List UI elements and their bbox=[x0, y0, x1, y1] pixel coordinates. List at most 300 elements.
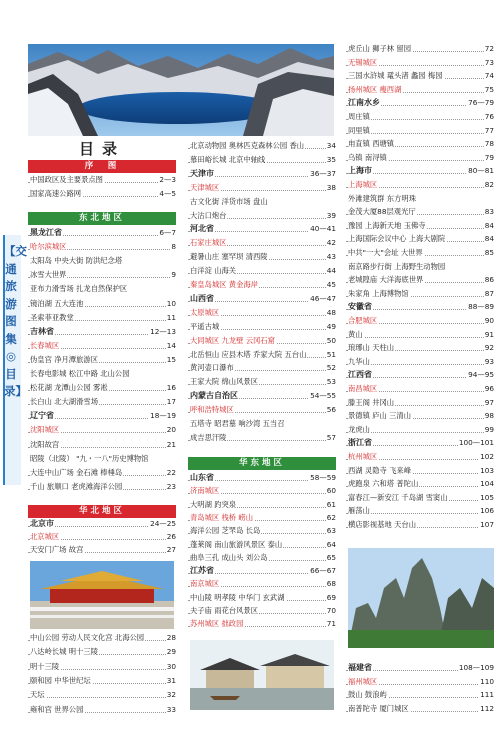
toc-entry-page: 88—89 bbox=[468, 302, 494, 312]
toc-entry-page: 52 bbox=[326, 363, 336, 373]
toc-entry-page: 72 bbox=[484, 44, 494, 53]
toc-entry-title: 千山 旅顺口 老虎滩海洋公园 bbox=[30, 481, 123, 491]
toc-entry-title: 中国政区及主要景点图 bbox=[30, 175, 103, 184]
toc-entry-page: 94—95 bbox=[468, 370, 494, 380]
toc-entry-page: 82 bbox=[484, 180, 494, 189]
toc-entry-title: 甪直镇 西塘镇 bbox=[348, 139, 395, 149]
toc-entry-title: 南普陀寺 厦门城区 bbox=[348, 703, 409, 713]
toc-entry-page: 20 bbox=[166, 425, 176, 435]
toc-entry-page: 44 bbox=[326, 266, 336, 276]
toc-entry[interactable] bbox=[346, 125, 494, 137]
toc-entry-title: 周庄镇 bbox=[348, 112, 370, 121]
toc-entry[interactable] bbox=[346, 397, 494, 409]
toc-entry-title: 山西省 bbox=[190, 293, 214, 303]
toc-entry-page: 27 bbox=[166, 545, 176, 554]
toc-entry-title: 鼓山 鼓浪屿 bbox=[348, 690, 387, 700]
toc-entry-page: 86 bbox=[484, 275, 494, 285]
toc-entry-title: 长春电影城 松江中路 北山公园 bbox=[30, 369, 130, 378]
toc-entry[interactable] bbox=[346, 288, 494, 300]
toc-entry-page: 12—13 bbox=[150, 326, 176, 336]
toc-entry[interactable] bbox=[346, 274, 494, 286]
toc-entry[interactable] bbox=[28, 326, 176, 338]
toc-entry[interactable] bbox=[28, 188, 176, 200]
toc-entry[interactable] bbox=[346, 689, 494, 701]
toc-entry[interactable] bbox=[188, 168, 336, 180]
toc-entry-title: 沈阳故宫 bbox=[30, 439, 60, 449]
toc-entry-page: 104 bbox=[480, 479, 494, 489]
toc-entry-title: 西湖 灵隐寺 飞来峰 bbox=[348, 465, 412, 475]
toc-entry-title: 夫子庙 雨花台风景区 bbox=[190, 606, 258, 615]
toc-entry-title: 长春城区 bbox=[30, 340, 60, 350]
toc-entry[interactable] bbox=[346, 43, 494, 55]
toc-entry-page: 53 bbox=[326, 377, 336, 387]
toc-entry-page: 110 bbox=[480, 676, 494, 686]
toc-entry[interactable] bbox=[28, 632, 176, 644]
toc-entry[interactable] bbox=[346, 152, 494, 164]
toc-entry-title: 王家大院 绵山风景区 bbox=[190, 377, 258, 387]
toc-entry-title: 青岛城区 栈桥 崂山 bbox=[190, 512, 254, 522]
toc-entry-title: 石家庄城区 bbox=[190, 238, 227, 248]
toc-entry[interactable] bbox=[346, 97, 494, 109]
toc-entry-title: 乌镇 南浔镇 bbox=[348, 152, 387, 162]
toc-entry-title: 成吉思汗陵 bbox=[190, 432, 227, 442]
toc-entry[interactable] bbox=[188, 552, 336, 564]
toc-entry[interactable] bbox=[188, 251, 336, 263]
toc-entry-page: 90 bbox=[484, 316, 494, 325]
toc-entry-page: 106 bbox=[480, 506, 494, 516]
toc-entry-title: 河北省 bbox=[190, 224, 214, 234]
toc-entry[interactable] bbox=[346, 369, 494, 381]
toc-entry[interactable] bbox=[28, 227, 176, 239]
toc-entry-page: 70 bbox=[326, 606, 336, 615]
toc-entry-title: 伪皇宫 净月潭旅游区 bbox=[30, 354, 98, 364]
toc-entry-page: 100—101 bbox=[458, 438, 494, 448]
toc-entry[interactable] bbox=[188, 307, 336, 319]
toc-entry-page: 11 bbox=[166, 312, 176, 322]
toc-entry-title: 龙虎山 bbox=[348, 424, 370, 434]
toc-entry-title: 山东省 bbox=[190, 473, 214, 482]
toc-entry-page: 34 bbox=[326, 141, 336, 150]
toc-entry-title: 九华山 bbox=[348, 356, 370, 366]
toc-entry-page: 6—7 bbox=[159, 228, 176, 237]
toc-entry-title: 哈尔滨城区 bbox=[30, 242, 67, 252]
toc-entry-title: 同里镇 bbox=[348, 125, 370, 135]
toc-entry-title: 苏州城区 拙政园 bbox=[190, 619, 244, 629]
toc-entry[interactable] bbox=[188, 605, 336, 617]
toc-entry-page: 32 bbox=[166, 690, 176, 700]
toc-entry[interactable] bbox=[346, 261, 494, 273]
toc-entry-title: 天津市 bbox=[190, 168, 214, 178]
toc-entry-page: 50 bbox=[326, 335, 336, 345]
toc-entry-page: 57 bbox=[326, 432, 336, 442]
toc-entry-page: 30 bbox=[166, 661, 176, 671]
toc-entry[interactable] bbox=[28, 410, 176, 422]
toc-entry[interactable] bbox=[28, 467, 176, 479]
toc-entry[interactable] bbox=[28, 368, 176, 380]
toc-entry[interactable] bbox=[346, 356, 494, 368]
toc-entry[interactable] bbox=[28, 439, 176, 451]
toc-entry[interactable] bbox=[188, 512, 336, 524]
toc-entry-page: 14 bbox=[166, 340, 176, 350]
toc-entry-page: 60 bbox=[326, 486, 336, 496]
toc-entry-page: 62 bbox=[326, 512, 336, 522]
toc-entry-page: 38 bbox=[326, 182, 336, 192]
toc-entry[interactable] bbox=[346, 505, 494, 517]
photo-karst-peaks bbox=[348, 548, 494, 648]
toc-entry-title: 富春江—新安江 千岛湖 雪窦山 bbox=[348, 492, 448, 502]
toc-entry-page: 23 bbox=[166, 481, 176, 491]
toc-entry-page: 93 bbox=[484, 356, 494, 366]
toc-entry[interactable] bbox=[346, 342, 494, 354]
toc-entry-page: 84 bbox=[484, 220, 494, 230]
toc-entry-page: 10 bbox=[166, 298, 176, 308]
toc-entry[interactable] bbox=[188, 485, 336, 497]
toc-entry-page: 103 bbox=[480, 465, 494, 475]
toc-entry[interactable] bbox=[346, 220, 494, 232]
toc-entry[interactable] bbox=[188, 390, 336, 402]
toc-entry[interactable] bbox=[188, 210, 336, 222]
toc-entry[interactable] bbox=[28, 340, 176, 352]
hero-photo-mountain-lake bbox=[28, 44, 334, 136]
toc-entry-title: 江南水乡 bbox=[348, 98, 380, 108]
toc-entry-title: 琅琊山 天柱山 bbox=[348, 343, 395, 353]
toc-entry-page: 63 bbox=[326, 526, 336, 536]
toc-entry-title: 上海城区 bbox=[348, 180, 378, 189]
toc-entry-title: 黄山 bbox=[348, 329, 363, 339]
section-band-east: 华东地区 bbox=[188, 457, 336, 470]
toc-entry[interactable] bbox=[28, 382, 176, 394]
toc-entry[interactable] bbox=[28, 312, 176, 324]
toc-entry-title: 曲阜三孔 成山头 刘公岛 bbox=[190, 552, 268, 562]
toc-entry-title: 太原城区 bbox=[190, 307, 220, 317]
toc-entry-title: 辽宁省 bbox=[30, 411, 54, 421]
toc-entry[interactable] bbox=[28, 531, 176, 543]
toc-entry-page: 18—19 bbox=[150, 411, 176, 421]
toc-entry-title: 江苏省 bbox=[190, 566, 214, 576]
toc-entry[interactable] bbox=[188, 349, 336, 361]
toc-entry[interactable] bbox=[346, 111, 494, 123]
toc-entry[interactable] bbox=[346, 451, 494, 463]
toc-entry[interactable] bbox=[346, 206, 494, 218]
toc-entry[interactable] bbox=[188, 362, 336, 374]
toc-entry-page: 76—79 bbox=[468, 98, 494, 108]
toc-entry-title: 福州城区 bbox=[348, 676, 378, 686]
photo-water-town bbox=[190, 640, 334, 710]
section-band-northeast: 东北地区 bbox=[28, 212, 176, 225]
toc-entry-title: 横店影视基地 天台山 bbox=[348, 520, 416, 529]
toc-entry-page: 68 bbox=[326, 579, 336, 589]
toc-entry[interactable] bbox=[28, 174, 176, 186]
toc-leader-dots bbox=[346, 337, 494, 338]
toc-entry[interactable] bbox=[188, 618, 336, 630]
toc-entry[interactable] bbox=[188, 432, 336, 444]
toc-entry-page: 56 bbox=[326, 405, 336, 415]
toc-entry-title: 八达岭长城 明十三陵 bbox=[30, 647, 98, 657]
toc-entry-page: 92 bbox=[484, 343, 494, 353]
toc-entry-page: 85 bbox=[484, 248, 494, 257]
toc-entry-title: 圣索菲亚教堂 bbox=[30, 312, 74, 322]
toc-entry-title: 亚布力滑雪场 扎龙自然保护区 bbox=[30, 284, 128, 294]
toc-entry-title: 景德镇 庐山 三清山 bbox=[348, 411, 412, 421]
toc-entry[interactable] bbox=[346, 424, 494, 436]
toc-entry-page: 78 bbox=[484, 139, 494, 149]
toc-entry[interactable] bbox=[346, 233, 494, 245]
toc-entry-title: 国家高速公路网 bbox=[30, 189, 82, 198]
toc-entry[interactable] bbox=[188, 182, 336, 194]
toc-entry[interactable] bbox=[346, 165, 494, 177]
toc-entry-title: 扬州城区 瘦西湖 bbox=[348, 84, 402, 94]
toc-entry-page: 112 bbox=[480, 703, 494, 713]
toc-entry[interactable] bbox=[28, 544, 176, 556]
toc-entry-title: 中山陵 明孝陵 中华门 玄武湖 bbox=[190, 592, 285, 602]
toc-entry-title: 北岳恒山 应县木塔 乔家大院 五台山 bbox=[190, 349, 307, 359]
toc-entry[interactable] bbox=[188, 539, 336, 551]
toc-entry-title: 上海国际会议中心 上海大剧院 bbox=[348, 234, 446, 244]
toc-entry-title: 吉林省 bbox=[30, 326, 54, 336]
toc-entry-title: 明十三陵 bbox=[30, 661, 60, 671]
toc-entry-title: 中共"一大"会址 大世界 bbox=[348, 248, 423, 257]
toc-entry-title: 避暑山庄 塞罕坝 清西陵 bbox=[190, 252, 268, 262]
toc-entry-page: 96 bbox=[484, 384, 494, 393]
toc-entry-page: 2—3 bbox=[159, 175, 176, 184]
toc-entry[interactable] bbox=[346, 662, 494, 674]
toc-entry[interactable] bbox=[346, 492, 494, 504]
toc-entry[interactable] bbox=[188, 418, 336, 430]
toc-entry-page: 8 bbox=[171, 242, 176, 252]
toc-entry-title: 合肥城区 bbox=[348, 316, 378, 325]
toc-entry-title: 黑龙江省 bbox=[30, 228, 62, 237]
toc-entry-title: 冰雪大世界 bbox=[30, 270, 67, 280]
toc-entry-page: 21 bbox=[166, 439, 176, 449]
toc-entry-page: 49 bbox=[326, 321, 336, 331]
toc-entry[interactable] bbox=[28, 298, 176, 310]
toc-entry[interactable] bbox=[346, 315, 494, 327]
toc-entry-page: 16 bbox=[166, 383, 176, 393]
toc-entry-page: 102 bbox=[480, 452, 494, 461]
toc-entry[interactable] bbox=[346, 676, 494, 688]
toc-entry[interactable] bbox=[188, 565, 336, 577]
toc-entry-page: 17 bbox=[166, 397, 176, 407]
toc-entry-page: 61 bbox=[326, 499, 336, 509]
toc-entry-page: 64 bbox=[326, 539, 336, 549]
toc-entry-page: 28 bbox=[166, 633, 176, 642]
toc-entry[interactable] bbox=[188, 321, 336, 333]
toc-entry[interactable] bbox=[188, 525, 336, 537]
toc-entry-title: 呼和浩特城区 bbox=[190, 405, 234, 415]
toc-entry-title: 镜泊湖 五大连池 bbox=[30, 298, 84, 308]
toc-entry-title: 长白山 北大湖滑雪场 bbox=[30, 397, 98, 407]
section-band-preface: 序 图 bbox=[28, 160, 176, 173]
toc-entry[interactable] bbox=[346, 57, 494, 69]
toc-entry[interactable] bbox=[28, 424, 176, 436]
toc-entry[interactable] bbox=[28, 255, 176, 267]
toc-entry-title: 秦皇岛城区 黄金海岸 bbox=[190, 280, 258, 289]
toc-entry-page: 79 bbox=[484, 152, 494, 162]
toc-entry[interactable] bbox=[346, 179, 494, 191]
toc-entry-title: 五塔寺 昭君墓 响沙湾 五当召 bbox=[190, 419, 285, 428]
toc-entry-page: 91 bbox=[484, 329, 494, 339]
toc-entry[interactable] bbox=[28, 241, 176, 253]
toc-entry-title: 大明湖 趵突泉 bbox=[190, 499, 237, 509]
toc-entry-page: 24—25 bbox=[150, 519, 176, 528]
toc-entry[interactable] bbox=[188, 376, 336, 388]
photo-forbidden-city bbox=[30, 561, 174, 629]
toc-entry-title: 上海市 bbox=[348, 166, 372, 176]
toc-entry[interactable] bbox=[28, 396, 176, 408]
toc-entry-title: 南京城区 bbox=[190, 579, 220, 589]
toc-entry-title: 慕田峪长城 北京中轴线 bbox=[190, 154, 266, 164]
toc-entry-page: 107 bbox=[480, 520, 494, 529]
section-band-north: 华北地区 bbox=[28, 505, 176, 518]
toc-entry-page: 33 bbox=[166, 704, 176, 714]
toc-entry-page: 97 bbox=[484, 397, 494, 407]
toc-entry-title: 滕王阁 井冈山 bbox=[348, 397, 395, 407]
toc-entry-title: 颐和园 中华世纪坛 bbox=[30, 675, 91, 685]
toc-entry[interactable] bbox=[28, 689, 176, 701]
toc-entry-page: 98 bbox=[484, 411, 494, 421]
toc-entry[interactable] bbox=[28, 481, 176, 493]
toc-entry-title: 平遥古城 bbox=[190, 321, 220, 331]
toc-entry-page: 42 bbox=[326, 238, 336, 248]
toc-entry[interactable] bbox=[346, 703, 494, 715]
toc-entry[interactable] bbox=[346, 383, 494, 395]
toc-entry-title: 太阳岛 中央大街 防洪纪念塔 bbox=[30, 256, 123, 266]
toc-entry[interactable] bbox=[346, 465, 494, 477]
toc-entry-title: 海洋公园 芝罘岛 长岛 bbox=[190, 526, 261, 536]
toc-entry-page: 74 bbox=[484, 71, 494, 81]
toc-entry-title: 福建省 bbox=[348, 663, 372, 672]
toc-entry-title: 老城隍庙 大洋海底世界 bbox=[348, 275, 424, 285]
toc-entry-title: 大连中山广场 金石滩 棒棰岛 bbox=[30, 467, 123, 477]
toc-entry-page: 99 bbox=[484, 424, 494, 434]
toc-entry-title: 雁荡山 bbox=[348, 506, 370, 516]
toc-entry-page: 84 bbox=[484, 234, 494, 244]
toc-entry[interactable] bbox=[188, 578, 336, 590]
toc-entry[interactable] bbox=[188, 279, 336, 291]
toc-entry[interactable] bbox=[188, 592, 336, 604]
toc-entry-title: 大同城区 九龙壁 云冈石窟 bbox=[190, 335, 275, 345]
toc-entry-title: 蓬莱阁 南山旅游风景区 泰山 bbox=[190, 539, 283, 549]
toc-entry-title: 黄河壶口瀑布 bbox=[190, 363, 234, 373]
toc-entry-title: 沈阳城区 bbox=[30, 425, 60, 435]
toc-entry-title: 虎跑泉 六和塔 普陀山 bbox=[348, 479, 419, 489]
toc-entry-title: 虎丘山 狮子林 留园 bbox=[348, 44, 412, 53]
side-title-strip bbox=[0, 235, 27, 485]
toc-entry-title: 南昌城区 bbox=[348, 384, 378, 393]
toc-entry[interactable] bbox=[346, 247, 494, 259]
toc-entry-title: 北京动物园 奥林匹克森林公园 香山 bbox=[190, 141, 305, 150]
toc-entry[interactable] bbox=[346, 437, 494, 449]
toc-entry[interactable] bbox=[28, 518, 176, 530]
toc-entry-page: 46—47 bbox=[310, 293, 336, 303]
toc-entry[interactable] bbox=[188, 265, 336, 277]
toc-entry-title: 中山公园 劳动人民文化宫 北海公园 bbox=[30, 633, 145, 642]
toc-entry[interactable] bbox=[188, 237, 336, 249]
toc-entry[interactable] bbox=[188, 223, 336, 235]
toc-entry[interactable] bbox=[188, 196, 336, 208]
toc-entry-page: 9 bbox=[171, 270, 176, 280]
toc-entry-title: 古文化街 洋货市场 盘山 bbox=[190, 196, 268, 206]
toc-entry[interactable] bbox=[346, 70, 494, 82]
toc-entry-title: 三国水浒城 鼋头渚 蠡园 梅园 bbox=[348, 71, 443, 81]
toc-entry[interactable] bbox=[188, 404, 336, 416]
toc-entry[interactable] bbox=[28, 283, 176, 295]
toc-entry-page: 71 bbox=[326, 619, 336, 629]
toc-entry[interactable] bbox=[188, 472, 336, 484]
toc-entry-page: 87 bbox=[484, 288, 494, 298]
toc-entry[interactable] bbox=[346, 138, 494, 150]
toc-entry-title: 外滩建筑群 东方明珠 bbox=[348, 193, 416, 203]
toc-entry-page: 77 bbox=[484, 125, 494, 135]
toc-entry-page: 43 bbox=[326, 252, 336, 262]
toc-entry-title: 无锡城区 bbox=[348, 57, 378, 67]
toc-entry-title: 天津城区 bbox=[190, 182, 220, 192]
toc-entry-title: 浙江省 bbox=[348, 438, 372, 448]
toc-entry[interactable] bbox=[346, 193, 494, 205]
toc-entry-page: 48 bbox=[326, 307, 336, 317]
toc-entry-title: 金茂大厦88层观光厅 bbox=[348, 207, 416, 217]
toc-entry[interactable] bbox=[346, 478, 494, 490]
toc-entry[interactable] bbox=[346, 410, 494, 422]
toc-entry[interactable] bbox=[346, 301, 494, 313]
toc-entry-title: 杭州城区 bbox=[348, 452, 378, 461]
toc-leader-dots bbox=[28, 697, 176, 698]
toc-entry-page: 108—109 bbox=[458, 663, 494, 672]
toc-entry[interactable] bbox=[28, 354, 176, 366]
toc-entry-title: 大沽口炮台 bbox=[190, 210, 227, 220]
toc-entry-page: 58—59 bbox=[310, 473, 336, 482]
toc-entry[interactable] bbox=[28, 675, 176, 687]
toc-entry-page: 66—67 bbox=[310, 566, 336, 576]
toc-entry-page: 73 bbox=[484, 57, 494, 67]
toc-entry-page: 51 bbox=[326, 349, 336, 359]
toc-entry[interactable] bbox=[188, 140, 336, 152]
toc-entry-page: 80—81 bbox=[468, 166, 494, 176]
toc-entry-page: 54—55 bbox=[310, 391, 336, 401]
toc-entry-title: 安徽省 bbox=[348, 302, 372, 312]
toc-entry-page: 111 bbox=[480, 690, 494, 700]
toc-entry-page: 39 bbox=[326, 210, 336, 220]
toc-entry[interactable] bbox=[346, 519, 494, 531]
toc-entry[interactable] bbox=[28, 269, 176, 281]
toc-entry-page: 69 bbox=[326, 592, 336, 602]
toc-entry-title: 松花湖 龙潭山公园 雾凇 bbox=[30, 383, 108, 393]
toc-entry-title: 朱家角 上海博物馆 bbox=[348, 288, 409, 298]
toc-entry[interactable] bbox=[28, 704, 176, 716]
toc-entry[interactable] bbox=[188, 335, 336, 347]
toc-entry[interactable] bbox=[28, 646, 176, 658]
toc-entry-title: 内蒙古自治区 bbox=[190, 391, 238, 401]
toc-entry-title: 豫园 上海新天地 玉佛寺 bbox=[348, 220, 426, 230]
toc-entry-page: 83 bbox=[484, 207, 494, 217]
toc-entry[interactable] bbox=[28, 661, 176, 673]
toc-entry[interactable] bbox=[188, 293, 336, 305]
toc-entry[interactable] bbox=[346, 84, 494, 96]
toc-entry-page: 36—37 bbox=[310, 168, 336, 178]
toc-entry[interactable] bbox=[188, 499, 336, 511]
toc-entry[interactable] bbox=[188, 154, 336, 166]
toc-entry-page: 75 bbox=[484, 84, 494, 94]
toc-entry-page: 29 bbox=[166, 647, 176, 657]
toc-entry-page: 4—5 bbox=[159, 189, 176, 198]
toc-entry-title: 昭陵（北陵） "九・一八"历史博物馆 bbox=[30, 453, 149, 463]
toc-entry-title: 南京路步行街 上海野生动物园 bbox=[348, 261, 446, 271]
side-title: 【交通旅游图集◎目录】 bbox=[4, 244, 27, 398]
toc-entry-page: 22 bbox=[166, 467, 176, 477]
toc-entry[interactable] bbox=[28, 453, 176, 465]
toc-entry-page: 35 bbox=[326, 154, 336, 164]
toc-entry[interactable] bbox=[346, 329, 494, 341]
